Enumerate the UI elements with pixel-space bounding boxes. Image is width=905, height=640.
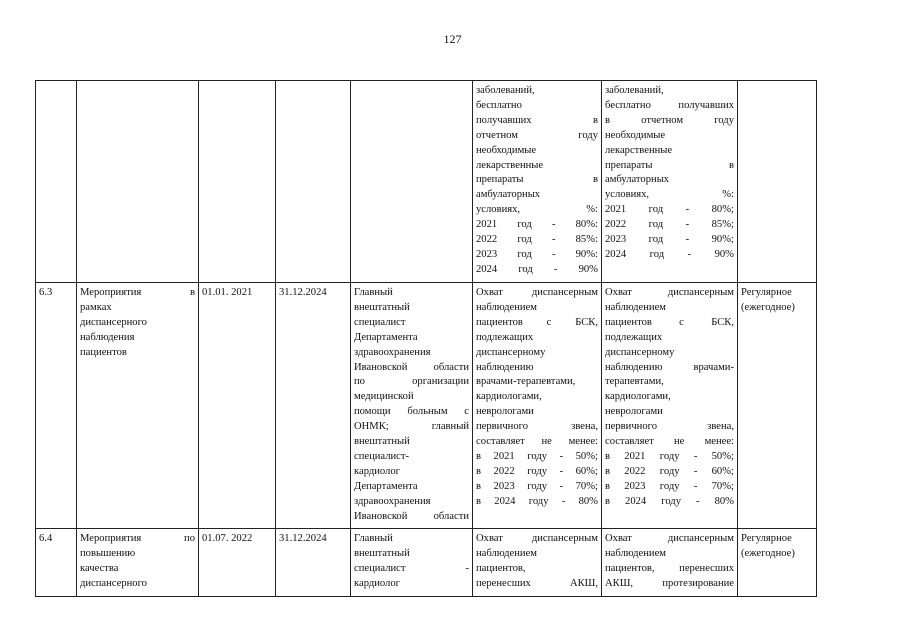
cell-indicator-plan [473, 283, 602, 529]
cell-text-line: неврологами [605, 406, 663, 418]
cell-text-line: здравоохранения [354, 346, 431, 358]
cell-text-line: наблюдением [476, 547, 537, 559]
cell-indicator-fact [602, 529, 738, 597]
cell-text-line: в 2022 году - 60%; [605, 465, 734, 477]
cell-text-line: бесплатно получавших [605, 99, 734, 111]
table-row [36, 283, 817, 529]
cell-text-line: наблюдением [476, 301, 537, 313]
cell-responsible [351, 529, 473, 597]
cell-text-line: Регулярное [741, 287, 792, 298]
cell-text-line: Главный [354, 533, 393, 544]
cell-text-line: 2024 год - 90% [476, 263, 598, 275]
cell-text-line: наблюдением [605, 301, 666, 313]
cell-text-line: препараты в [605, 159, 734, 171]
cell-event [77, 283, 199, 529]
cell-text-line: Охват диспансерным [476, 287, 598, 298]
cell-text-line: терапевтами, [605, 376, 664, 388]
cell-start-date: 01.07. 2022 [199, 529, 276, 597]
cell-text-line: в 2024 году - 80% [476, 495, 598, 507]
cell-text-line: пациентов, перенесших [605, 562, 734, 574]
cell-text-line: Охват диспансерным [605, 287, 734, 298]
cell-text-line: перенесших АКШ, [476, 577, 598, 589]
cell-text-line: бесплатно [476, 99, 522, 111]
cell-text-line: здравоохранения [354, 495, 431, 507]
cell-periodicity [738, 529, 817, 597]
cell-text-line: диспансерному [476, 346, 546, 358]
cell-text-line: препараты в [476, 174, 598, 186]
cell-text-line: 2023 год - 90%: [476, 248, 598, 260]
cell-text-line: (ежегодное) [741, 547, 795, 559]
cell-text-line: Главный [354, 287, 393, 298]
cell-text-line: в 2022 году - 60%; [476, 465, 598, 477]
cell-end-date: 31.12.2024 [276, 529, 351, 597]
cell-text-line: по организации [354, 376, 469, 388]
cell-text-line: пациентов с БСК, [476, 316, 598, 328]
plan-table [35, 80, 817, 597]
cell-text-line: наблюдением [605, 547, 666, 559]
cell-text-line: кардиологами, [605, 391, 671, 403]
cell-responsible [351, 283, 473, 529]
cell-text-line: лекарственные [605, 144, 673, 156]
cell-text-line: пациентов с БСК, [605, 316, 734, 328]
cell-text-line: наблюдения [80, 331, 135, 343]
cell-text-line: качества [80, 562, 119, 574]
cell-text-line: условиях, %: [476, 204, 598, 216]
cell-text-line: лекарственные [476, 159, 544, 171]
cell-text-line: Ивановской области [354, 510, 469, 522]
table-row [36, 529, 817, 597]
cell-text-line: внештатный [354, 547, 410, 559]
cell-start-date: 01.01. 2021 [199, 283, 276, 529]
cell-end-date: 31.12.2024 [276, 283, 351, 529]
cell-text-line: специалист [354, 316, 406, 328]
cell-text-line: необходимые [476, 144, 537, 156]
cell-text-line: специалист- [354, 450, 410, 462]
cell-text-line: Департамента [354, 331, 418, 343]
cell-text-line: АКШ, протезирование [605, 577, 734, 589]
cell-text-line: Мероприятия по [80, 533, 195, 544]
cell-text-line: наблюдению врачами- [605, 361, 734, 373]
cell-text-line: отчетном году [476, 129, 598, 141]
cell-text-line: кардиолог [354, 465, 400, 477]
cell-periodicity [738, 81, 817, 283]
cell-text-line: в 2021 году - 50%; [476, 450, 598, 462]
cell-text-line: медицинской [354, 391, 414, 403]
cell-end-date [276, 81, 351, 283]
cell-text-line: неврологами [476, 406, 534, 418]
cell-text-line: Охват диспансерным [476, 533, 598, 544]
cell-text-line: необходимые [605, 129, 666, 141]
cell-text-line: пациентов, [476, 562, 526, 574]
cell-text-line: 2021 год - 80%: [476, 219, 598, 231]
cell-text-line: составляет не менее: [476, 436, 598, 448]
cell-text-line: наблюдению [476, 361, 534, 373]
cell-text-line: заболеваний, [476, 85, 535, 96]
cell-text-line: специалист - [354, 562, 469, 574]
cell-indicator-fact [602, 283, 738, 529]
cell-text-line: рамках [80, 301, 112, 313]
cell-text-line: 2022 год - 85%; [605, 219, 734, 231]
cell-text-line: диспансерного [80, 577, 147, 589]
cell-text-line: кардиолог [354, 577, 400, 589]
cell-num: 6.4 [36, 529, 77, 597]
cell-text-line: 2021 год - 80%; [605, 204, 734, 216]
page-number: 127 [443, 32, 462, 46]
cell-text-line: внештатный [354, 301, 410, 313]
cell-text-line: пациентов [80, 346, 127, 358]
cell-periodicity [738, 283, 817, 529]
cell-text-line: врачами-терапевтами, [476, 376, 576, 388]
cell-text-line: диспансерного [80, 316, 147, 328]
cell-text-line: амбулаторных [605, 174, 670, 186]
cell-text-line: в 2023 году - 70%; [476, 480, 598, 492]
cell-text-line: Департамента [354, 480, 418, 492]
cell-text-line: в 2024 году - 80% [605, 495, 734, 507]
cell-text-line: повышению [80, 547, 136, 559]
cell-text-line: подлежащих [605, 331, 663, 343]
cell-text-line: 2023 год - 90%; [605, 234, 734, 246]
cell-text-line: Регулярное [741, 533, 792, 544]
cell-event [77, 529, 199, 597]
cell-indicator-plan [473, 81, 602, 283]
cell-indicator-fact [602, 81, 738, 283]
cell-text-line: Охват диспансерным [605, 533, 734, 544]
cell-text-line: заболеваний, [605, 85, 664, 96]
cell-text-line: получавших в [476, 114, 598, 126]
cell-text-line: составляет не менее: [605, 436, 734, 448]
cell-text-line: амбулаторных [476, 189, 541, 201]
cell-start-date [199, 81, 276, 283]
cell-text-line: 2024 год - 90% [605, 248, 734, 260]
cell-text-line: в отчетном году [605, 114, 734, 126]
cell-text-line: первичного звена, [605, 421, 734, 433]
cell-responsible [351, 81, 473, 283]
cell-text-line: условиях, %: [605, 189, 734, 201]
cell-text-line: Ивановской области [354, 361, 469, 373]
cell-num [36, 81, 77, 283]
table-row [36, 81, 817, 283]
cell-text-line: помощи больным с [354, 406, 469, 418]
cell-num: 6.3 [36, 283, 77, 529]
cell-text-line: в 2021 году - 50%; [605, 450, 734, 462]
cell-text-line: (ежегодное) [741, 301, 795, 313]
cell-text-line: кардиологами, [476, 391, 542, 403]
cell-event [77, 81, 199, 283]
cell-text-line: в 2023 году - 70%; [605, 480, 734, 492]
cell-text-line: Мероприятия в [80, 287, 195, 298]
cell-indicator-plan [473, 529, 602, 597]
cell-text-line: подлежащих [476, 331, 534, 343]
cell-text-line: диспансерному [605, 346, 675, 358]
cell-text-line: 2022 год - 85%: [476, 234, 598, 246]
cell-text-line: ОНМК; главный [354, 421, 469, 433]
cell-text-line: первичного звена, [476, 421, 598, 433]
cell-text-line: внештатный [354, 436, 410, 448]
